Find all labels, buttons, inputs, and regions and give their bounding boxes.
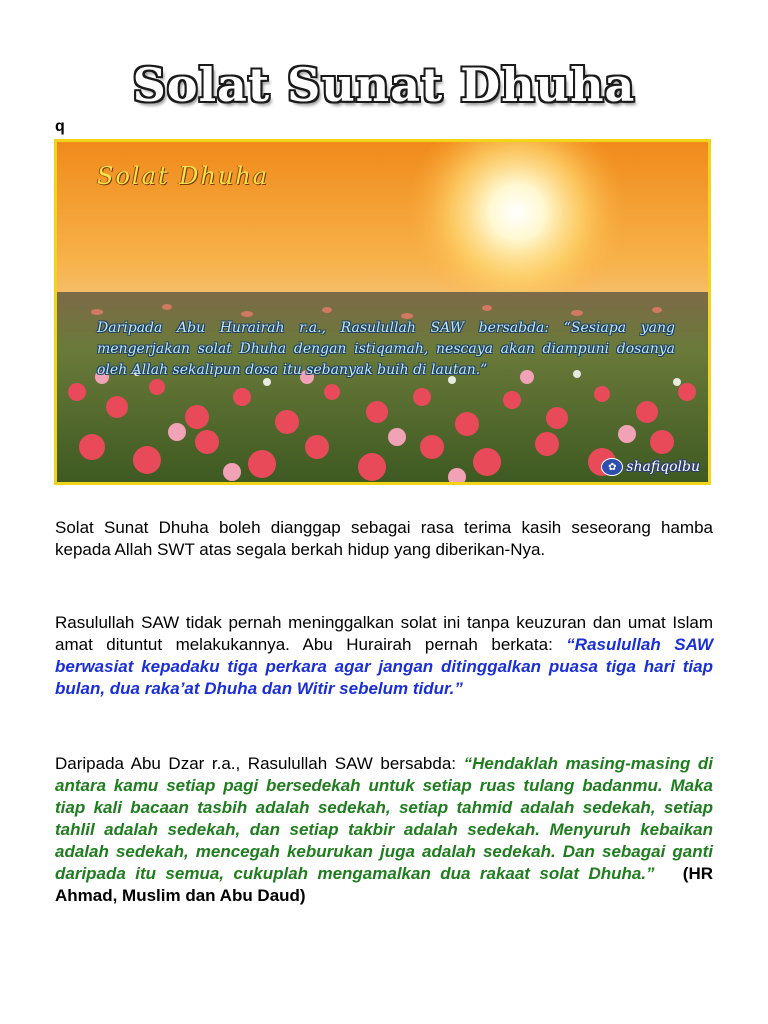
watermark xyxy=(601,458,700,476)
banner-quote-intro: Daripada Abu Hurairah r.a., Rasulullah SAW bersabda: xyxy=(97,320,550,336)
bullet-mark: q xyxy=(55,118,65,135)
paragraph-abu-dzar-text: Daripada Abu Dzar r.a., Rasulullah SAW bersabda: xyxy=(55,754,464,773)
paragraph-abu-hurairah xyxy=(55,612,713,700)
banner-quote-text: “Sesiapa yang mengerjakan solat Dhuha dengan istiqamah, nescaya akan diampuni dosanya oleh Allah sekalipun dosa itu sebanyak buih di lautan.” xyxy=(97,320,675,378)
page-title: Solat Sunat Dhuha xyxy=(132,58,636,112)
abu-dzar-quote: “Hendaklah masing-masing di antara kamu setiap pagi bersedekah untuk setiap ruas tulang badanmu. Maka tiap kali bacaan tasbih adalah sedekah, setiap tahmid adalah sedekah, setiap tahlil adalah sedekah, dan setiap takbir adalah sedekah. Menyuruh kebaikan adalah sedekah, mencegah keburukan juga adalah sedekah. Dan sebagai ganti daripada itu semua, cukuplah mengamalkan dua rakaat solat Dhuha.” xyxy=(55,754,713,883)
banner-title: Solat Dhuha xyxy=(97,162,270,190)
banner-image xyxy=(54,139,711,485)
watermark-logo-icon: ✿ xyxy=(601,458,623,476)
banner-quote xyxy=(97,318,675,381)
paragraph-abu-dzar xyxy=(55,753,713,907)
hadith-source: (HR Ahmad, Muslim dan Abu Daud) xyxy=(55,864,713,905)
paragraph-intro: Solat Sunat Dhuha boleh dianggap sebagai rasa terima kasih seseorang hamba kepada Allah SWT atas segala berkah hidup yang diberikan-Nya. xyxy=(55,518,713,559)
abu-hurairah-quote: “Rasulullah SAW berwasiat kepadaku tiga perkara agar jangan ditinggalkan puasa tiga hari tiap bulan, dua raka’at Dhuha dan Witir sebelum tidur.” xyxy=(55,635,713,698)
watermark-text: shafiqolbu xyxy=(626,459,700,475)
sunset-flower-field-illustration xyxy=(57,142,708,482)
paragraph-abu-hurairah-text: Rasulullah SAW tidak pernah meninggalkan solat ini tanpa keuzuran dan umat Islam amat dituntut melakukannya. Abu Hurairah pernah berkata: xyxy=(55,613,713,654)
